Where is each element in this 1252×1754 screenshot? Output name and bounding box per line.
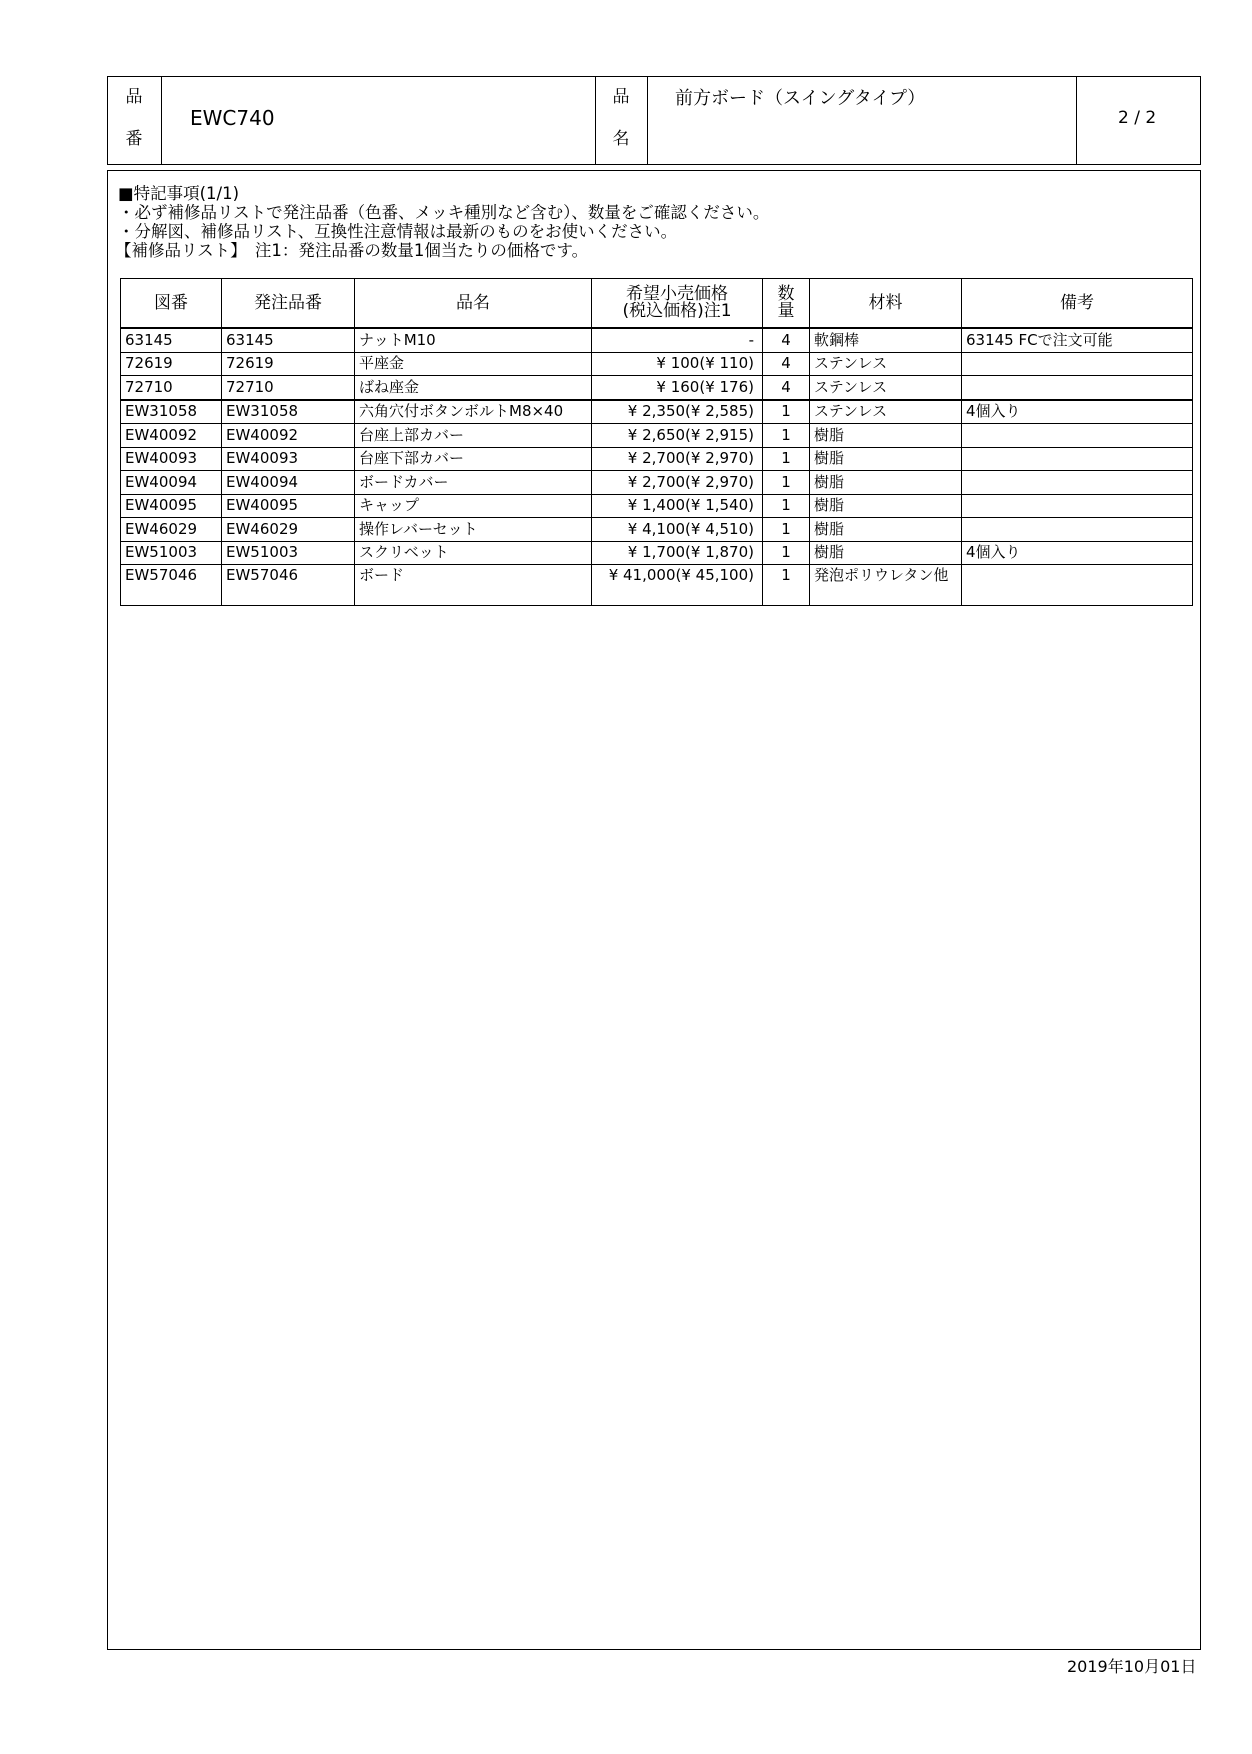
table-cell: 1: [763, 541, 810, 565]
table-row: [121, 376, 1193, 400]
table-cell: 72619: [121, 352, 222, 376]
table-cell: EW40095: [222, 494, 355, 518]
table-cell: [962, 518, 1193, 542]
header-box: [107, 76, 1201, 165]
table-cell: ステンレス: [810, 400, 962, 424]
table-row: [121, 541, 1193, 565]
table-cell: ¥ 100(¥ 110): [592, 352, 763, 376]
table-cell: EW40095: [121, 494, 222, 518]
table-cell: EW51003: [121, 541, 222, 565]
table-cell: 樹脂: [810, 518, 962, 542]
hinban-label: 品: [125, 87, 143, 107]
table-cell: 4: [763, 376, 810, 400]
table-cell: ¥ 2,650(¥ 2,915): [592, 424, 763, 448]
table-cell: 1: [763, 447, 810, 471]
table-row: [121, 565, 1193, 606]
product-name: 前方ボード（スイングタイプ）: [675, 88, 926, 109]
table-cell: ¥ 1,400(¥ 1,540): [592, 494, 763, 518]
table-cell: EW40093: [121, 447, 222, 471]
page-indicator: 2 / 2: [1118, 108, 1157, 128]
table-cell: EW40094: [222, 471, 355, 495]
table-cell: 操作レバーセット: [355, 518, 592, 542]
table-cell: ¥ 2,700(¥ 2,970): [592, 471, 763, 495]
table-row: [121, 471, 1193, 495]
header-divider: [1076, 77, 1077, 164]
table-cell: EW31058: [121, 400, 222, 424]
table-cell: 樹脂: [810, 541, 962, 565]
col-zuban: 図番: [121, 279, 222, 329]
table-row: [121, 518, 1193, 542]
header-divider: [595, 77, 596, 164]
table-cell: EW51003: [222, 541, 355, 565]
table-cell: スクリベット: [355, 541, 592, 565]
table-row: [121, 447, 1193, 471]
table-cell: [962, 376, 1193, 400]
table-cell: 4個入り: [962, 400, 1193, 424]
table-cell: 樹脂: [810, 447, 962, 471]
col-name: 品名: [355, 279, 592, 329]
table-cell: 1: [763, 494, 810, 518]
table-cell: ばね座金: [355, 376, 592, 400]
col-order-no: 発注品番: [222, 279, 355, 329]
table-cell: EW46029: [222, 518, 355, 542]
table-cell: 1: [763, 518, 810, 542]
table-cell: EW40094: [121, 471, 222, 495]
table-cell: ¥ 2,350(¥ 2,585): [592, 400, 763, 424]
table-cell: 樹脂: [810, 471, 962, 495]
col-price: 希望小売価格 (税込価格)注1: [592, 279, 763, 329]
col-material: 材料: [810, 279, 962, 329]
hinmei-label: 名: [612, 129, 630, 149]
special-notes: [115, 184, 770, 260]
table-cell: 台座上部カバー: [355, 424, 592, 448]
table-cell: 六角穴付ボタンボルトM8×40: [355, 400, 592, 424]
header-divider: [647, 77, 648, 164]
table-cell: EW40093: [222, 447, 355, 471]
table-header-row: [121, 279, 1193, 329]
table-cell: 4個入り: [962, 541, 1193, 565]
table-cell: 発泡ポリウレタン他: [810, 565, 962, 606]
table-cell: 1: [763, 424, 810, 448]
table-row: [121, 400, 1193, 424]
table-cell: 72710: [222, 376, 355, 400]
table-cell: 平座金: [355, 352, 592, 376]
table-cell: EW46029: [121, 518, 222, 542]
table-cell: [962, 471, 1193, 495]
table-cell: ¥ 2,700(¥ 2,970): [592, 447, 763, 471]
table-cell: 72710: [121, 376, 222, 400]
table-row: [121, 424, 1193, 448]
table-row: [121, 328, 1193, 352]
notes-heading: ■特記事項(1/1): [118, 184, 240, 203]
table-cell: 72619: [222, 352, 355, 376]
table-cell: [962, 565, 1193, 606]
parts-list-title: 【補修品リスト】 注1：発注品番の数量1個当たりの価格です。: [115, 241, 589, 260]
table-cell: [962, 494, 1193, 518]
table-cell: 63145: [121, 328, 222, 352]
col-qty: 数 量: [763, 279, 810, 329]
table-cell: [962, 352, 1193, 376]
table-row: [121, 494, 1193, 518]
table-cell: [962, 447, 1193, 471]
table-cell: 軟鋼棒: [810, 328, 962, 352]
table-cell: ¥ 41,000(¥ 45,100): [592, 565, 763, 606]
header-divider: [161, 77, 162, 164]
table-cell: ボード: [355, 565, 592, 606]
product-number: EWC740: [190, 106, 275, 130]
hinmei-label: 品: [612, 87, 630, 107]
table-cell: 4: [763, 328, 810, 352]
notes-line: ・分解図、補修品リスト、互換性注意情報は最新のものをお使いください。: [118, 222, 678, 241]
table-cell: ステンレス: [810, 352, 962, 376]
table-cell: -: [592, 328, 763, 352]
table-cell: 台座下部カバー: [355, 447, 592, 471]
table-cell: ¥ 4,100(¥ 4,510): [592, 518, 763, 542]
hinban-label: 番: [125, 129, 143, 149]
table-cell: 1: [763, 565, 810, 606]
col-remarks: 備考: [962, 279, 1193, 329]
table-cell: 63145: [222, 328, 355, 352]
table-cell: EW57046: [121, 565, 222, 606]
issue-date: 2019年10月01日: [1067, 1657, 1197, 1676]
table-cell: キャップ: [355, 494, 592, 518]
table-cell: EW40092: [121, 424, 222, 448]
notes-line: ・必ず補修品リストで発注品番（色番、メッキ種別など含む）、数量をご確認ください。: [118, 203, 770, 222]
parts-table: [120, 278, 1193, 606]
table-cell: ¥ 160(¥ 176): [592, 376, 763, 400]
table-cell: ステンレス: [810, 376, 962, 400]
table-cell: [962, 424, 1193, 448]
table-cell: ナットM10: [355, 328, 592, 352]
table-cell: ボードカバー: [355, 471, 592, 495]
table-cell: 1: [763, 400, 810, 424]
table-cell: EW31058: [222, 400, 355, 424]
table-cell: ¥ 1,700(¥ 1,870): [592, 541, 763, 565]
table-cell: 樹脂: [810, 494, 962, 518]
table-cell: 1: [763, 471, 810, 495]
table-cell: EW57046: [222, 565, 355, 606]
table-cell: 4: [763, 352, 810, 376]
table-cell: 樹脂: [810, 424, 962, 448]
table-cell: EW40092: [222, 424, 355, 448]
table-row: [121, 352, 1193, 376]
table-cell: 63145 FCで注文可能: [962, 328, 1193, 352]
